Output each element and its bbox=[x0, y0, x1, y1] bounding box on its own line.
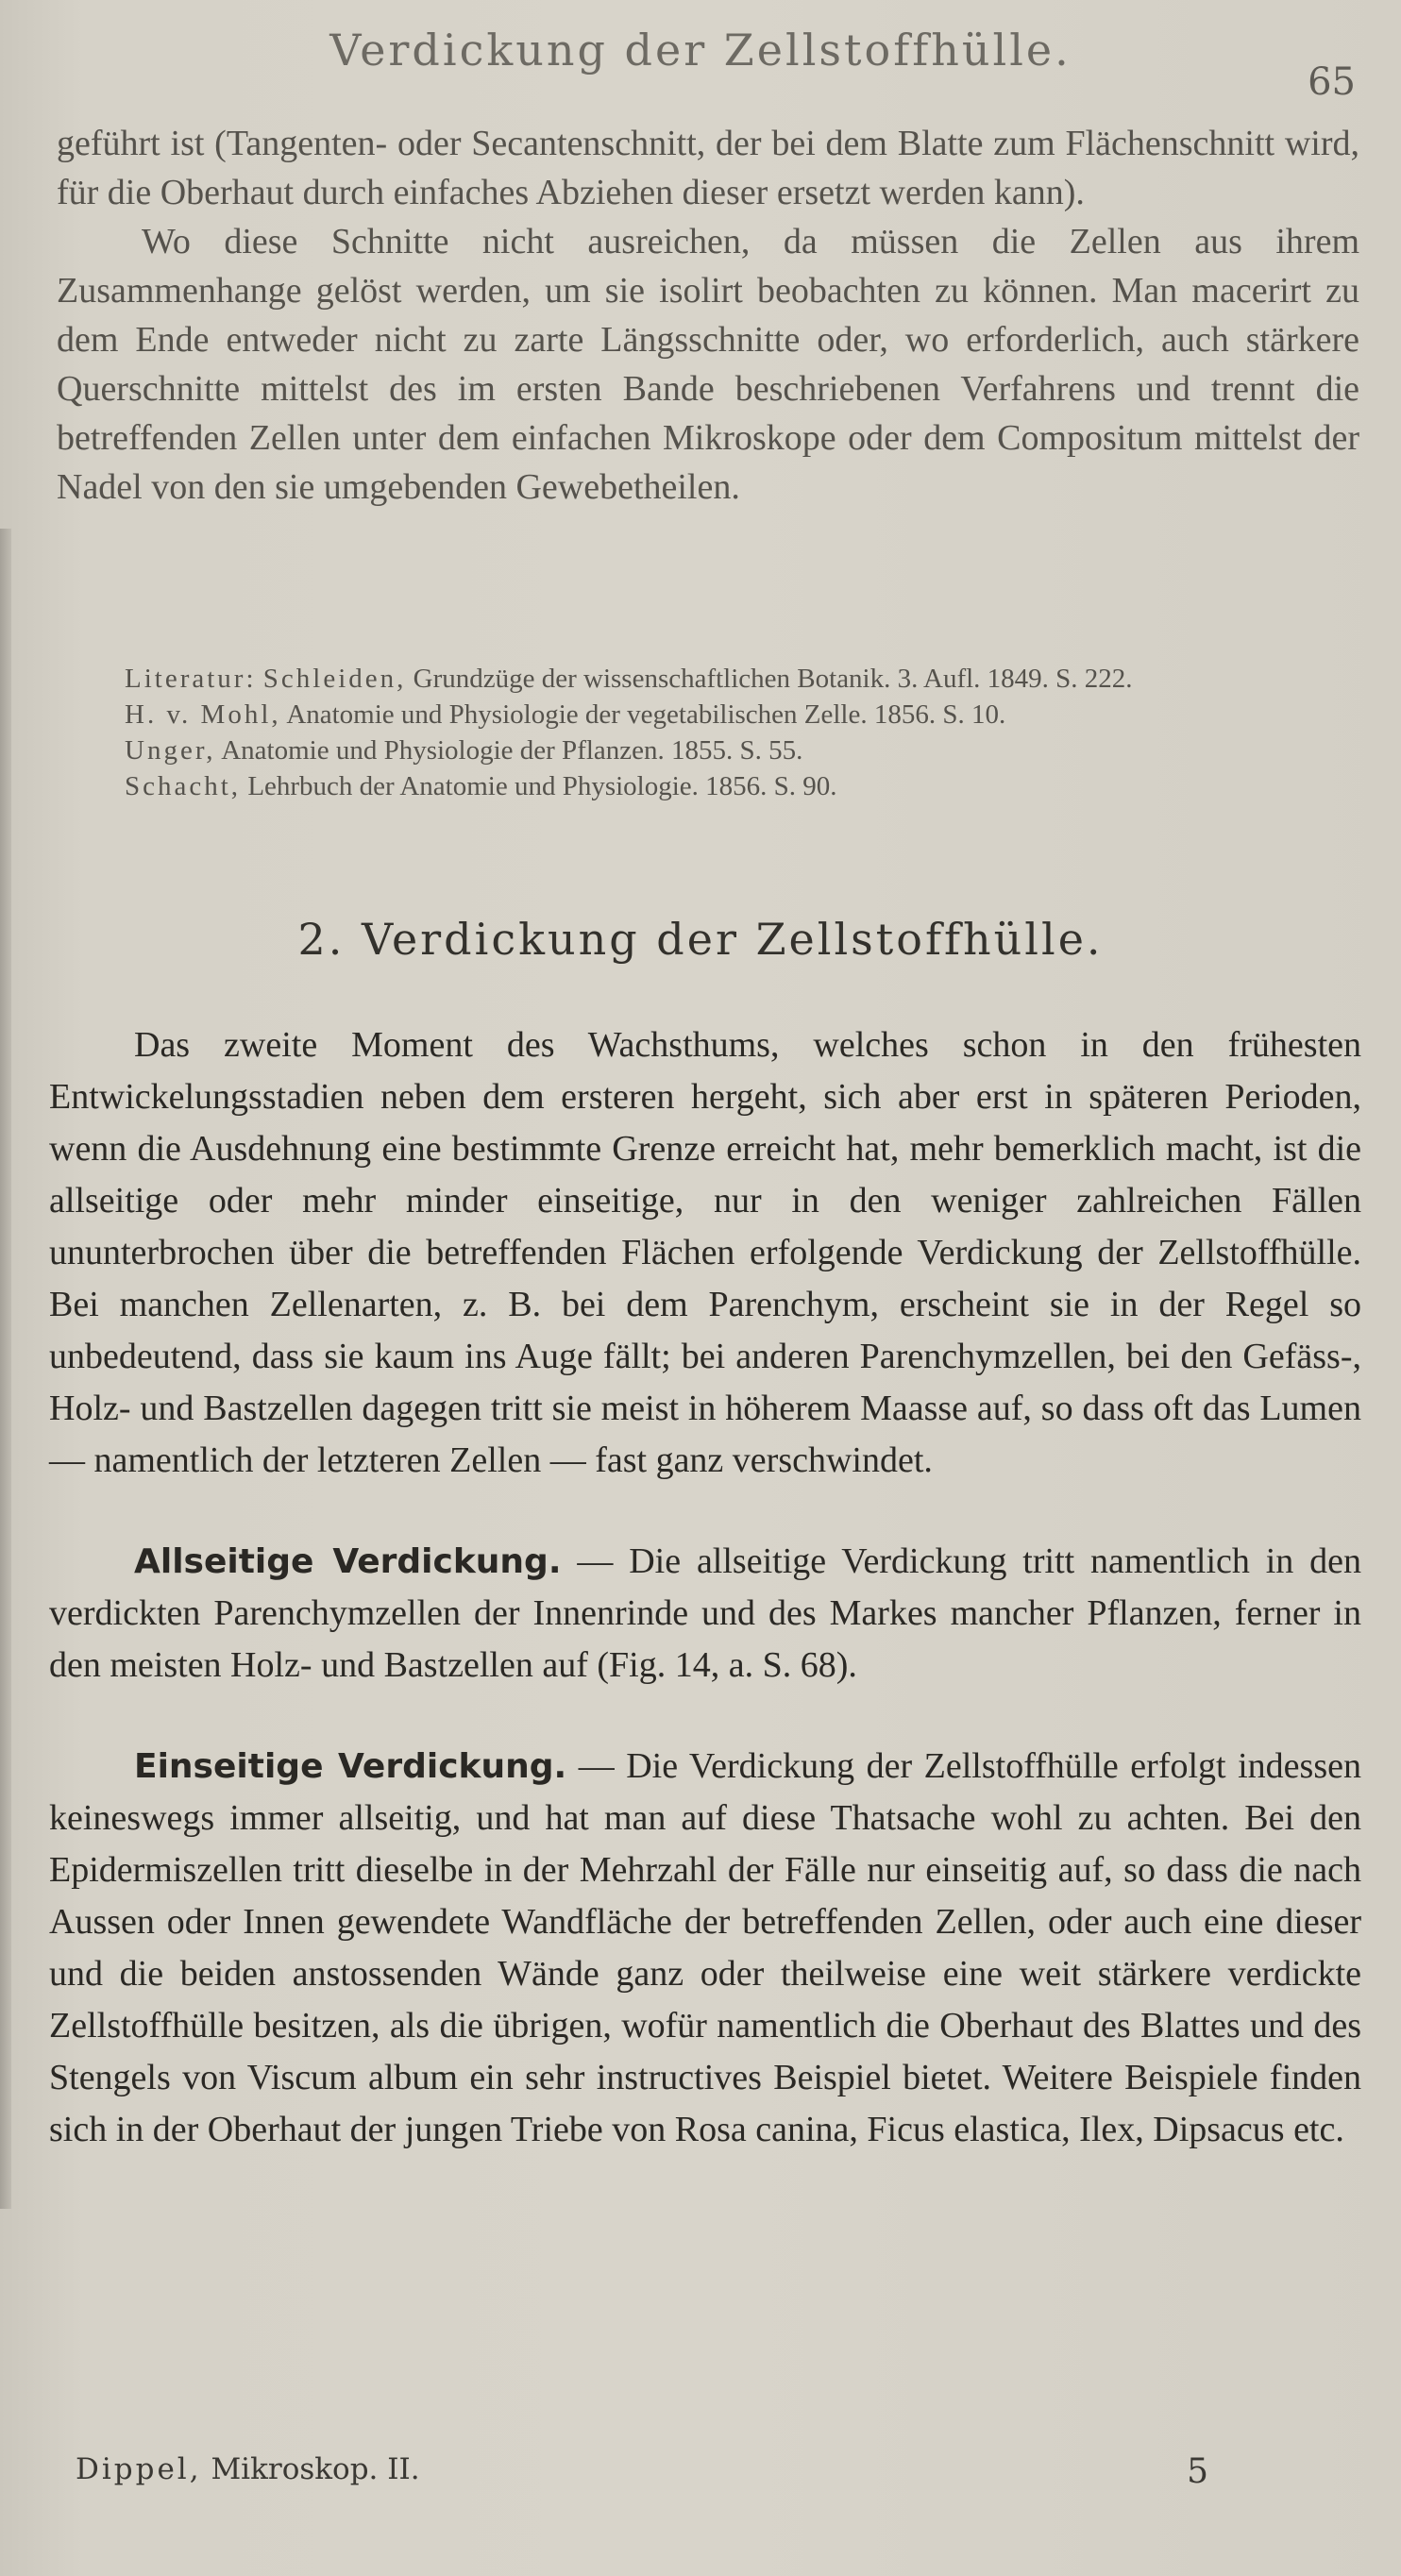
allseitige-paragraph bbox=[49, 1536, 1361, 1692]
literature-entry-schleiden bbox=[72, 661, 1384, 697]
literature-author: H. v. Mohl, bbox=[125, 699, 281, 730]
main-text-block bbox=[49, 1019, 1361, 2156]
literature-author: Schacht, bbox=[125, 771, 242, 801]
continued-paragraph: geführt ist (Tangenten- oder Secantenschnitt, der bei dem Blatte zum Flächenschnitt wird, für die Oberhaut durch einfaches Abziehen dieser ersetzt werden kann). bbox=[57, 124, 1359, 212]
literature-entry-unger bbox=[72, 732, 1384, 768]
einseitige-body: — Die Verdickung der Zellstoffhülle erfolgt indessen keineswegs immer allseitig, und hat man auf diese Thatsache wohl zu achten. Bei den Epidermiszellen tritt dieselbe in der Mehrzahl der Fälle nur einseitig auf, so dass die nach Aussen oder Innen gewendete Wandfläche der betreffenden Zellen, oder auch eine dieser und die beiden anstossenden Wände ganz oder theilweise eine weit stärkere verdickte Zellstoffhülle besitzen, als die übrigen, wofür namentlich die Oberhaut des Blattes und des Stengels von Viscum album ein sehr instructives Beispiel bietet. Weitere Beispiele finden sich in der Oberhaut der jungen Triebe von Rosa canina, Ficus elastica, Ilex, Dipsacus etc. bbox=[49, 1746, 1361, 2149]
literature-entry-schacht bbox=[72, 768, 1384, 804]
subheading-allseitige: Allseitige Verdickung. bbox=[134, 1542, 562, 1581]
literature-reference: Anatomie und Physiologie der Pflanzen. 1855. S. 55. bbox=[221, 735, 803, 766]
literature-reference: Anatomie und Physiologie der vegetabilischen Zelle. 1856. S. 10. bbox=[286, 699, 1006, 730]
page-number: 65 bbox=[1308, 60, 1356, 104]
running-header: Verdickung der Zellstoffhülle. bbox=[329, 25, 1072, 76]
page-footer bbox=[76, 2452, 1322, 2491]
maceration-paragraph: Wo diese Schnitte nicht ausreichen, da müssen die Zellen aus ihrem Zusammenhange gelöst werden, um sie isolirt beobachten zu können. Man macerirt zu dem Ende entweder nicht zu zarte Längsschnitte oder, wo erforderlich, auch stärkere Querschnitte mittelst des im ersten Bande beschriebenen Verfahrens und trennt die betreffenden Zellen unter dem einfachen Mikroskope oder dem Compositum mittelst der Nadel von den sie umgebenden Gewebetheilen. bbox=[57, 222, 1359, 507]
literature-reference: Grundzüge der wissenschaftlichen Botanik. 3. Aufl. 1849. S. 222. bbox=[413, 664, 1133, 694]
section-heading: 2. Verdickung der Zellstoffhülle. bbox=[297, 914, 1104, 965]
growth-paragraph: Das zweite Moment des Wachsthums, welches schon in den frühesten Entwickelungsstadien neben dem ersteren hergeht, sich aber erst in späteren Perioden, wenn die Ausdehnung eine bestimmte Grenze erreicht hat, mehr bemerklich macht, ist die allseitige oder mehr minder einseitige, nur in den weniger zahlreichen Fällen ununterbrochen über die betreffenden Flächen erfolgende Verdickung der Zellstoffhülle. Bei manchen Zellenarten, z. B. bei dem Parenchym, erscheint sie in der Regel so unbedeutend, dass sie kaum ins Auge fällt; bei anderen Parenchymzellen, bei den Gefäss-, Holz- und Bastzellen dagegen tritt sie meist in höherem Maasse auf, so dass oft das Lumen — namentlich der letzteren Zellen — fast ganz verschwindet. bbox=[49, 1025, 1361, 1480]
signature-title: Mikroskop. II. bbox=[211, 2452, 420, 2486]
continued-text-block bbox=[57, 119, 1359, 512]
literature-reference: Lehrbuch der Anatomie und Physiologie. 1856. S. 90. bbox=[247, 771, 837, 801]
sheet-number: 5 bbox=[1187, 2452, 1208, 2491]
literature-label: Literatur: bbox=[125, 664, 257, 694]
literature-author: Schleiden, bbox=[262, 664, 407, 694]
einseitige-paragraph bbox=[49, 1741, 1361, 2156]
signature-author: Dippel, bbox=[76, 2452, 202, 2486]
literature-block bbox=[72, 661, 1384, 804]
page-gutter-shadow bbox=[0, 529, 11, 2209]
literature-entry-mohl bbox=[72, 697, 1384, 732]
literature-author: Unger, bbox=[125, 735, 216, 766]
allseitige-body: — Die allseitige Verdickung tritt namentlich in den verdickten Parenchymzellen der Innenrinde und des Markes mancher Pflanzen, ferner in den meisten Holz- und Bastzellen auf (Fig. 14, a. S. 68). bbox=[49, 1541, 1362, 1685]
subheading-einseitige: Einseitige Verdickung. bbox=[134, 1747, 567, 1786]
